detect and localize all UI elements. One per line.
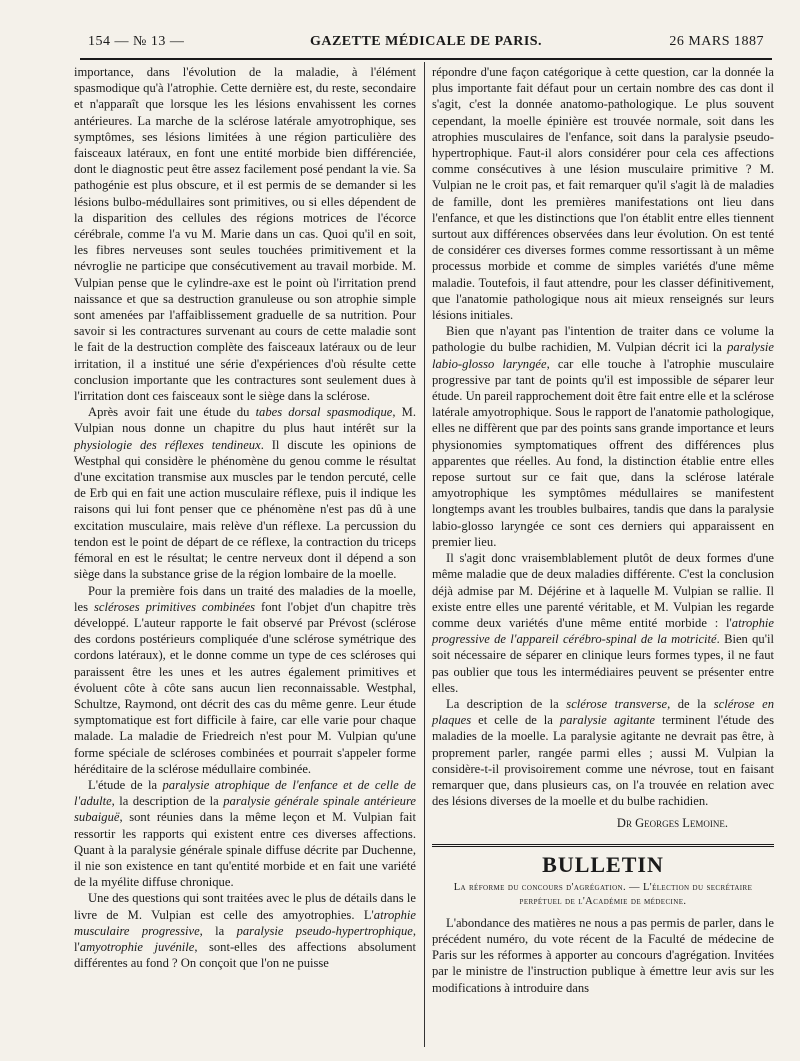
paragraph: Après avoir fait une étude du tabes dorsal spasmodique, M. Vulpian nous donne un chapitre du plus haut intérêt sur la physiologie des réflexes tendineux. Il discute les opinions de Westphal qui considère le phénomène du genou comme le résultat d'une excitation transmise aux muscles par le tendon percuté, celle de Erb qui en fait une action musculaire réflexe, puis il indique les raisons qui lui font penser que ce phénomène n'est pas dû à une excitation musculaire, mais relève d'un réflexe. La percussion du tendon est le point de départ de ce réflexe, la contraction du triceps fémoral en est le résultat; le centre nerveux dont il dépend a son siège dans la substance grise de la région lombaire de la moelle. [74,405,416,582]
right-column [432,64,774,996]
paragraph: L'étude de la paralysie atrophique de l'enfance et de celle de l'adulte, la description de la paralysie générale spinale antérieure subaiguë, sont réunies dans la même leçon et M. Vulpian fait ressortir les rapports qui existent entre ces diverses affections. Quant à la paralysie générale spinale diffuse décrite par Duchenne, il nie son existence en tant qu'entité morbide et en fait une variété de la myélite diffuse chronique. [74,777,416,890]
bulletin-subtitle: La réforme du concours d'agrégation. — L'élection du secrétaire perpétuel de l'Académie de médecine. [453,881,753,907]
left-column [74,64,416,971]
column-divider [424,62,425,1047]
paragraph: répondre d'une façon catégorique à cette question, car la donnée la plus importante fait défaut pour un certain nombre des cas dont il s'agit, c'est la donnée anatomo-pathologique. Le plus souvent cependant, la moelle épinière est trouvée normale, soit dans les atrophies musculaires de l'enfance, soit dans la paralysie pseudo-hypertrophique. Faut-il alors considérer pour cela ces affections comme consécutives à une lésion musculaire primitive ? M. Vulpian ne le croit pas, et fait remarquer qu'il s'agit là de maladies de famille, dont les premières manifestations ont lieu dans l'enfance, et que les distinctions que l'on établit entre elles tiennent surtout aux différences observées dans leur évolution. On est tenté de considérer ces diverses formes comme ressortissant à un même processus morbide et comme de simples variétés d'une même maladie. Toutefois, il faut attendre, pour les classer définitivement, que l'anatomie pathologique nous ait mieux renseignés sur leurs lésions initiales. [432,65,774,323]
paragraph: importance, dans l'évolution de la maladie, à l'élément spasmodique qu'à l'atrophie. Cette dernière est, du reste, secondaire et n'apparaît que lorsque les les lésions envahissent les cornes antérieures. La marche de la sclérose latérale amyotrophique, ses symptômes, ses lésions limitées à une région particulière des faisceaux latéraux, en font une entité morbide bien différenciée, dont le diagnostic peut être assez facilement posé pendant la vie. Sa pathogénie est plus obscure, et il est permis de se demander si les lésions bulbo-médullaires sont primitives, ou si elles dépendent de la disparition des cellules des régions motrices de l'écorce cérébrale, comme l'a vu M. Marie dans un cas. Quoi qu'il en soit, les fibres nerveuses sont seules touchées primitivement et la névroglie ne participe que consécutivement au travail morbide. M. Vulpian pense que le cylindre-axe est le point où l'irritation prend naissance et que sa destruction granuleuse ou son atrophie simple sont amenées par l'affaiblissement graduelle de sa nutrition. Pour savoir si les contractures survenant au cours de cette maladie sont le fait de la destruction complète des faisceaux latéraux ou de leur irritation, il a institué une série d'expériences d'où résulte cette conclusion importante que les contractures sont seulement dues à l'irritation dont ces faisceaux sont le siège dans la sclérose. [74,65,416,404]
page-number: 154 — № 13 — [88,34,185,49]
author-signature: Dr Georges Lemoine. [616,816,728,831]
section-rule [432,844,774,847]
journal-title: GAZETTE MÉDICALE DE PARIS. [309,34,543,49]
paragraph: Bien que n'ayant pas l'intention de traiter dans ce volume la pathologie du bulbe rachidien, M. Vulpian décrit ici la paralysie labio-glosso laryngée, car elle touche à l'atrophie musculaire progressive par tant de points qu'il est impossible de séparer leur étude. Un pareil rapprochement doit être fait entre elle et la sclérose latérale amyotrophique. Sous le rapport de l'anatomie pathologique, elles ne diffèrent que par des points sans grande importance et leurs physionomies symptomatiques offrent des différences plus apparentes que réelles. Au fond, la distinction établie entre elles repose surtout sur ce fait que, dans la sclérose latérale amyotrophique les symptômes médullaires se manifestent longtemps avant les troubles bulbaires, tandis que dans la paralysie labio-glosso laryngée ce sont ces derniers qui apparaissent en premier lieu. [432,324,775,549]
paragraph: Une des questions qui sont traitées avec le plus de détails dans le livre de M. Vulpian est celle des amyotrophies. L'atrophie musculaire progressive, la paralysie pseudo-hypertrophique, l'amyotrophie juvénile, sont-elles des affections absolument différentes au fond ? On conçoit que l'on ne puisse [74,891,416,971]
paragraph: L'abondance des matières ne nous a pas permis de parler, dans le précédent numéro, du vote récent de la Faculté de médecine de Paris sur les réformes à apporter au concours d'agrégation. Invitées par le ministre de l'instruction publique à émettre leur avis sur les modifications à introduire dans [432,915,774,995]
paragraph: Pour la première fois dans un traité des maladies de la moelle, les scléroses primitives combinées font l'objet d'un chapitre très développé. L'auteur rapporte le fait observé par Prévost (sclérose des cordons postérieurs compliquée d'une sclérose symétrique des cordons latéraux), et le donne comme un type de ces scléroses qui paraissent être les unes et les autres également primitives et évoluent côte à côte sans aucun lien reconnaissable. Westphal, Schultze, Raymond, ont décrit des cas du même genre. Leur étude symptomatique est fort difficile à faire, car elle varie pour chaque malade. La maladie de Friedreich n'est pour M. Vulpian qu'une forme spéciale de scléroses combinées et pourrait s'appeler forme héréditaire de la sclérose médullaire combinée. [74,583,416,776]
header-rule [80,58,772,60]
paragraph: Il s'agit donc vraisemblablement plutôt de deux formes d'une même maladie que de deux maladies différente. C'est la conclusion déjà admise par M. Déjérine et à laquelle M. Vulpian se rallie. Il existe entre elles une parenté véritable, et M. Vulpian les regarde comme deux variétés d'une même entité morbide : l'atrophie progressive de l'appareil cérébro-spinal de la motricité. Bien qu'il soit nécessaire de séparer en clinique leurs formes types, il ne faut pas oublier que tous les intermédiaires peuvent se présenter entre elles. [432,551,774,695]
bulletin-title: BULLETIN [542,851,664,877]
issue-date: 26 MARS 1887 [669,34,764,49]
paragraph: La description de la sclérose transverse, de la sclérose en plaques et celle de la paralysie agitante terminent l'étude des maladies de la moelle. La paralysie agitante ne devrait pas être, à proprement parler, rangée parmi elles ; aussi M. Vulpian la considère-t-il provisoirement comme une névrose, tout en faisant remarquer que, dans plusieurs cas, on l'a trouvée en relation avec des lésions diverses de la moelle et du bulbe rachidien. [432,696,774,809]
page-header [88,34,764,56]
